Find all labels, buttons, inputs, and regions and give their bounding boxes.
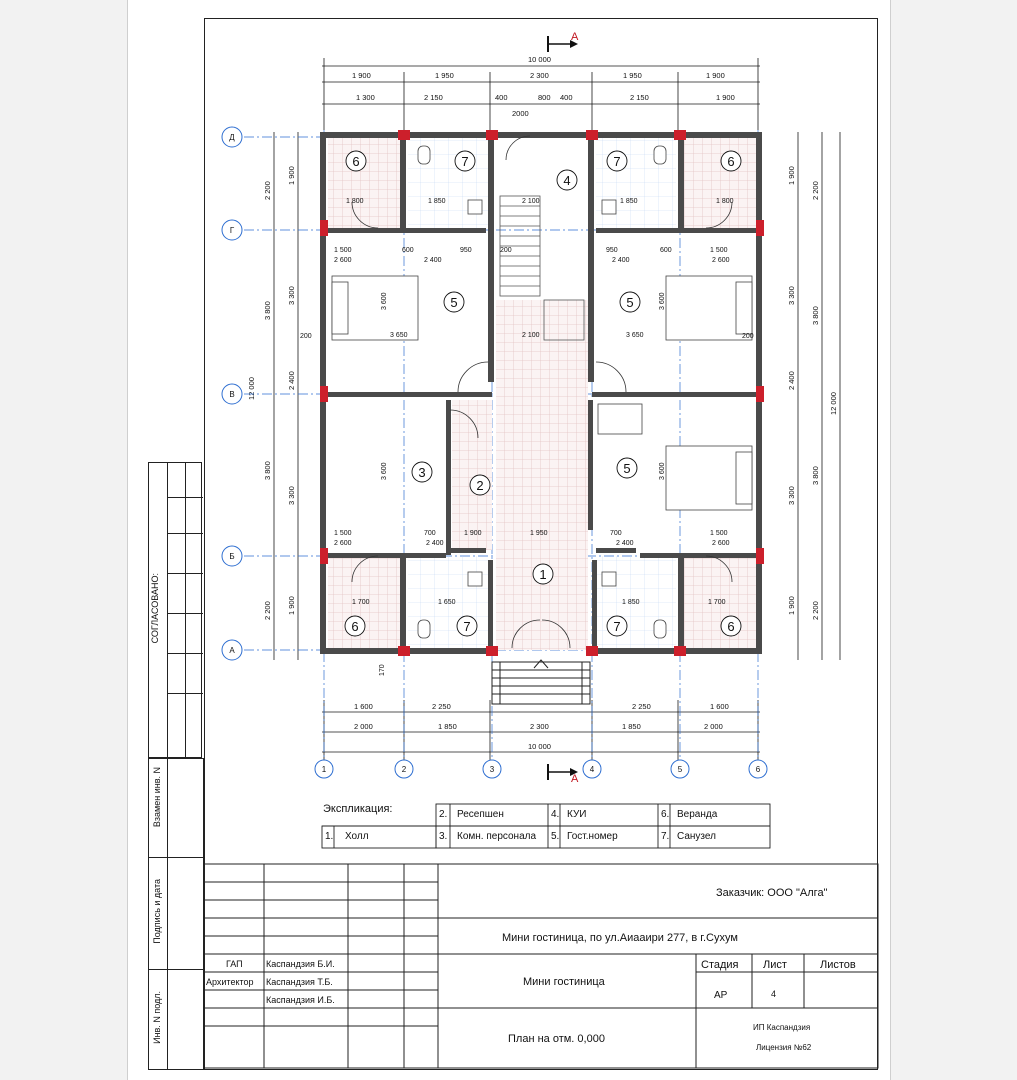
idim-31: 2 600 — [712, 540, 730, 547]
idim-14: 950 — [606, 247, 618, 254]
room-7-ne: 7 — [613, 154, 621, 169]
expl-name-4: КУИ — [567, 809, 587, 820]
dim-bot-2: 2 250 — [432, 702, 451, 711]
right-dimensions — [787, 132, 840, 660]
idim-27: 1 700 — [708, 599, 726, 606]
dim-top-3: 2 300 — [530, 71, 549, 80]
idim-30: 1 500 — [710, 530, 728, 537]
axis-col-2: 2 — [401, 765, 407, 774]
idim-9: 950 — [460, 247, 472, 254]
expl-num-7: 7. — [661, 831, 670, 842]
idim-20: 3 600 — [381, 462, 388, 480]
dim-left-total: 12 000 — [247, 377, 256, 400]
bottom-dimensions — [322, 700, 760, 760]
dim-top2-5: 400 — [560, 93, 573, 102]
explication-table — [0, 800, 1017, 860]
room-7-sw: 7 — [463, 619, 471, 634]
dim-top2-7: 1 900 — [716, 93, 735, 102]
idim-39: 600 — [660, 247, 672, 254]
expl-name-1: Холл — [345, 831, 369, 842]
project-label: Мини гостиница, по ул.Аиааири 277, в г.Сухум — [502, 932, 738, 944]
person-1: Каспандзия Б.И. — [266, 959, 335, 969]
dim-bot2-4: 1 850 — [622, 722, 641, 731]
idim-5: 1 800 — [716, 198, 734, 205]
axis-col-5: 5 — [677, 765, 683, 774]
dim-left-in-5: 1 900 — [287, 596, 296, 615]
dim-left-4: 3 800 — [263, 461, 272, 480]
sheets-header: Листов — [820, 959, 856, 971]
axis-col-4: 4 — [589, 765, 595, 774]
idim-7: 2 600 — [334, 257, 352, 264]
idim-6: 1 500 — [334, 247, 352, 254]
dim-top2-2: 2 150 — [424, 93, 443, 102]
dim-top2-4: 800 — [538, 93, 551, 102]
axis-col-6: 6 — [755, 765, 761, 774]
dim-bot-4: 1 600 — [710, 702, 729, 711]
room-3: 3 — [418, 465, 426, 480]
dim-top-small: 2000 — [512, 109, 529, 118]
room-6-se: 6 — [727, 619, 735, 634]
section-mark-top — [548, 31, 579, 52]
idim-25: 1 650 — [438, 599, 456, 606]
dim-top-4: 1 950 — [623, 71, 642, 80]
entrance-stairs — [492, 660, 590, 704]
idim-33: 2 400 — [426, 540, 444, 547]
idim-1: 1 800 — [346, 198, 364, 205]
expl-num-6: 6. — [661, 809, 670, 820]
room-5-se: 5 — [623, 461, 631, 476]
idim-2: 1 850 — [428, 198, 446, 205]
room-5-nw: 5 — [450, 295, 458, 310]
dim-bot2-3: 2 300 — [530, 722, 549, 731]
idim-40: 600 — [402, 247, 414, 254]
dim-left-in-3: 2 400 — [287, 371, 296, 390]
dim-right-in-3: 2 400 — [787, 371, 796, 390]
license-number: Лицензия №62 — [756, 1043, 812, 1052]
section-mark-bottom — [548, 764, 579, 785]
dim-top-1: 1 900 — [352, 71, 371, 80]
idim-34: 700 — [610, 530, 622, 537]
dim-left-in-1: 1 900 — [287, 166, 296, 185]
axis-row-v: В — [229, 390, 235, 399]
dim-right-in-4: 3 300 — [787, 486, 796, 505]
expl-name-7: Санузел — [677, 831, 716, 842]
top-dimensions — [322, 55, 760, 130]
sheet-number: 4 — [771, 989, 777, 999]
stage-value: АР — [714, 990, 728, 1001]
dim-right-in-2: 3 300 — [787, 286, 796, 305]
dim-total-top: 10 000 — [528, 55, 551, 64]
expl-name-3: Комн. персонала — [457, 831, 537, 842]
signature-date-label: Подпись и дата — [152, 879, 162, 944]
dim-right-total: 12 000 — [829, 392, 838, 415]
idim-28: 1 500 — [334, 530, 352, 537]
dim-bot2-5: 2 000 — [704, 722, 723, 731]
idim-22: 1 900 — [464, 530, 482, 537]
sheet-header: Лист — [763, 959, 787, 971]
room-6-sw: 6 — [351, 619, 359, 634]
idim-12: 2 600 — [712, 257, 730, 264]
column-axis-bubbles — [315, 760, 767, 778]
dim-left-5: 2 200 — [263, 601, 272, 620]
person-3: Каспандзия И.Б. — [266, 995, 335, 1005]
section-label-top: А — [571, 31, 579, 43]
left-dimensions — [247, 132, 298, 660]
room-5-ne: 5 — [626, 295, 634, 310]
dim-top2-1: 1 300 — [356, 93, 375, 102]
expl-num-2: 2. — [439, 809, 448, 820]
room-7-nw: 7 — [461, 154, 469, 169]
idim-3: 2 100 — [522, 198, 540, 205]
section-label-bottom: А — [571, 773, 579, 785]
role-gap: ГАП — [226, 959, 243, 969]
idim-15: 3 600 — [381, 292, 388, 310]
expl-num-5: 5. — [551, 831, 560, 842]
dim-bot2-1: 2 000 — [354, 722, 373, 731]
idim-16: 3 650 — [390, 332, 408, 339]
axis-col-1: 1 — [321, 765, 327, 774]
idim-4: 1 850 — [620, 198, 638, 205]
dim-bot-3: 2 250 — [632, 702, 651, 711]
title-block — [0, 860, 1017, 1080]
idim-19: 3 600 — [659, 292, 666, 310]
idim-11: 1 500 — [710, 247, 728, 254]
expl-name-6: Веранда — [677, 809, 718, 820]
room-6-ne: 6 — [727, 154, 735, 169]
explication-title: Экспликация: — [323, 803, 393, 815]
dim-top-2: 1 950 — [435, 71, 454, 80]
room-7-se: 7 — [613, 619, 621, 634]
sheet-title: План на отм. 0,000 — [508, 1033, 605, 1045]
approved-label: СОГЛАСОВАНО: — [150, 573, 160, 644]
replaced-inv-label: Взамен инв. N — [152, 767, 162, 828]
building-label: Мини гостиница — [523, 976, 605, 988]
expl-num-3: 3. — [439, 831, 448, 842]
idim-35: 700 — [424, 530, 436, 537]
idim-10: 200 — [500, 247, 512, 254]
idim-23: 1 950 — [530, 530, 548, 537]
stage-header: Стадия — [701, 959, 739, 971]
idim-37: 200 — [300, 333, 312, 340]
axis-row-g: Г — [229, 226, 235, 235]
axis-row-a: А — [229, 646, 235, 655]
idim-13: 2 400 — [612, 257, 630, 264]
dim-top-5: 1 900 — [706, 71, 725, 80]
dim-right-2: 3 800 — [811, 306, 820, 325]
role-architect: Архитектор — [206, 977, 254, 987]
idim-21: 3 600 — [659, 462, 666, 480]
idim-36: 170 — [379, 664, 386, 676]
inv-original-label: Инв. N подл. — [152, 991, 162, 1044]
dim-left-2: 3 800 — [263, 301, 272, 320]
person-2: Каспандзия Т.Б. — [266, 977, 333, 987]
dim-left-in-4: 3 300 — [287, 486, 296, 505]
idim-17: 2 100 — [522, 332, 540, 339]
org-name: ИП Каспандзия — [753, 1023, 811, 1032]
dim-top2-6: 2 150 — [630, 93, 649, 102]
idim-24: 1 700 — [352, 599, 370, 606]
dim-right-in-5: 1 900 — [787, 596, 796, 615]
idim-8: 2 400 — [424, 257, 442, 264]
dim-bot-1: 1 600 — [354, 702, 373, 711]
axis-row-b: Б — [229, 552, 235, 561]
dim-right-4: 2 200 — [811, 601, 820, 620]
idim-26: 1 850 — [622, 599, 640, 606]
idim-18: 3 650 — [626, 332, 644, 339]
expl-num-1: 1. — [325, 831, 334, 842]
expl-num-4: 4. — [551, 809, 560, 820]
dim-top2-3: 400 — [495, 93, 508, 102]
dim-right-1: 2 200 — [811, 181, 820, 200]
room-2: 2 — [476, 478, 484, 493]
dim-right-3: 3 800 — [811, 466, 820, 485]
axis-row-d: Д — [229, 133, 235, 142]
dim-left-1: 2 200 — [263, 181, 272, 200]
room-4: 4 — [563, 173, 571, 188]
idim-38: 200 — [742, 333, 754, 340]
axis-col-3: 3 — [489, 765, 495, 774]
dim-right-in-1: 1 900 — [787, 166, 796, 185]
dim-bot2-2: 1 850 — [438, 722, 457, 731]
dim-left-in-2: 3 300 — [287, 286, 296, 305]
idim-32: 2 400 — [616, 540, 634, 547]
idim-29: 2 600 — [334, 540, 352, 547]
room-6-nw: 6 — [352, 154, 360, 169]
dim-total-bottom: 10 000 — [528, 742, 551, 751]
row-axis-bubbles — [222, 127, 242, 660]
expl-name-2: Ресепшен — [457, 809, 504, 820]
customer-label: Заказчик: ООО "Алга" — [716, 887, 828, 899]
room-1: 1 — [539, 567, 547, 582]
expl-name-5: Гост.номер — [567, 831, 618, 842]
